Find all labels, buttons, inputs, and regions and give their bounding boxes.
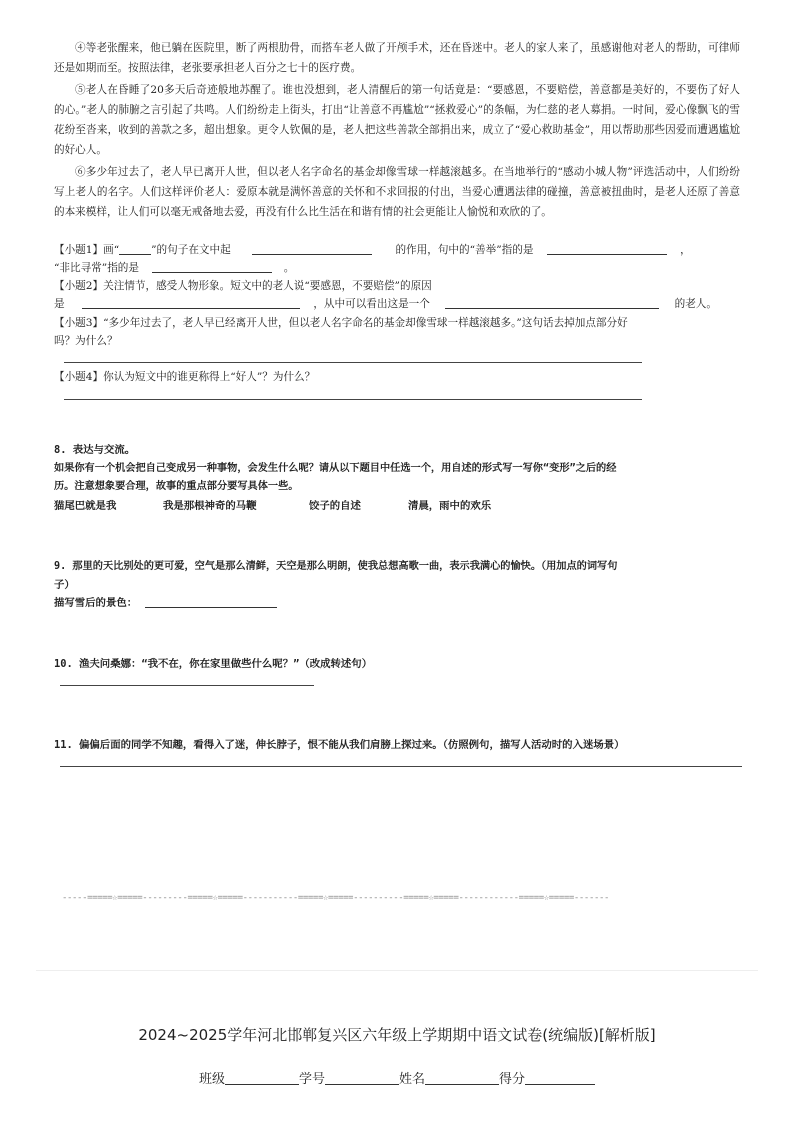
topic-option-3: 饺子的自述 [309, 500, 361, 512]
subquestion-3-line1: 【小题3】“多少年过去了，老人早已经离开人世，但以老人名字命名的基金却像雪球一样越滚越多。”这句话去掉加点部分好 [54, 317, 628, 329]
answer-blank[interactable] [119, 242, 151, 255]
topic-option-4: 清晨，雨中的欢乐 [408, 500, 492, 512]
answer-line[interactable] [64, 362, 642, 363]
answer-line[interactable] [60, 685, 314, 686]
subquestion-2-line1: 【小题2】关注情节，感受人物形象。短文中的老人说“要感恩，不要赔偿”的原因 [54, 280, 432, 292]
answer-blank[interactable] [547, 242, 667, 255]
name-field[interactable] [425, 1070, 499, 1085]
student-info-row: 班级 学号 姓名 得分 [0, 1068, 794, 1087]
passage-paragraph-5: ⑤老人在昏睡了20多天后奇迹般地苏醒了。谁也没想到，老人清醒后的第一句话竟是：“要感恩，不要赔偿，善意都是美好的，不要伤了好人的心。”老人的肺腑之言引起了共鸣。人们纷纷走上街头，打出“让善意不再尴尬”“拯救爱心”的条幅，为仁慈的老人募捐。一时间，爱心像飘飞的雪花纷至沓来，收到的善款之多，超出想象。更令人钦佩的是，老人把这些善款全部捐出来，成立了“爱心救助基金”，用以帮助那些因爱而遭遇尴尬的好心人。 [54, 84, 740, 156]
topic-option-1: 猫尾巴就是我 [54, 500, 117, 512]
question-9-line2: 子） [54, 579, 75, 591]
answer-blank[interactable] [145, 595, 277, 608]
subquestion-4: 【小题4】你认为短文中的谁更称得上“好人”？为什么？ [54, 371, 316, 383]
answer-blank[interactable] [445, 296, 659, 309]
subquestion-1-line2: “非比寻常”指的是 。 [54, 262, 295, 274]
topic-option-2: 我是那根神奇的马鞭 [163, 500, 257, 512]
subquestion-1-line1: 【小题1】画“ ”的句子在文中起 的作用，句中的“善举”指的是 ， [54, 244, 691, 256]
answer-line[interactable] [60, 766, 742, 767]
question-9-line3: 描写雪后的景色： [54, 594, 277, 612]
question-8-body-line1: 如果你有一个机会把自己变成另一种事物，会发生什么呢？请从以下题目中任选一个，用自述的形式写一写你“变形”之后的经 [54, 463, 617, 474]
answer-blank[interactable] [252, 242, 372, 255]
exam-title: 2024~2025学年河北邯郸复兴区六年级上学期期中语文试卷(统编版)[解析版] [138, 1026, 656, 1044]
passage-paragraph-6: ⑥多少年过去了，老人早已离开人世，但以老人名字命名的基金却像雪球一样越滚越多。在当地举行的“感动小城人物”评选活动中，人们纷纷写上老人的名字。人们这样评价老人：爱原本就是满怀善意的关怀和不求回报的付出，当爱心遭遇法律的碰撞，善意被扭曲时，是老人还原了善意的本来模样，让人们可以毫无戒备地去爱，再没有什么比生活在和谐有情的社会更能让人愉悦和欢欣的了。 [54, 166, 740, 218]
answer-blank[interactable] [82, 296, 300, 309]
question-8-body-line2: 历。注意想象要合理，故事的重点部分要写具体一些。 [54, 481, 299, 492]
subquestion-2-line2: 是 ，从中可以看出这是一个 的老人。 [54, 298, 717, 310]
subquestion-3-line2: 吗？为什么？ [54, 335, 118, 347]
student-id-field[interactable] [325, 1070, 399, 1085]
answer-blank[interactable] [152, 260, 272, 273]
question-11: 11. 偏偏后面的同学不知趣，看得入了迷，伸长脖子，恨不能从我们肩膀上探过来。（仿照例句，描写人活动时的入迷场景） [54, 739, 625, 751]
decorative-divider: -----=====☆=====---------=====☆=====-----------=====☆=====----------=====☆=====------------=====☆=====------- [62, 893, 610, 903]
question-10: 10. 渔夫问桑娜：“我不在，你在家里做些什么呢？”（改成转述句） [54, 658, 373, 670]
question-9-line1: 9. 那里的天比别处的更可爱，空气是那么清鲜，天空是那么明朗，使我总想高歌一曲，表示我满心的愉快。（用加点的词写句 [54, 561, 618, 572]
passage-paragraph-4: ④等老张醒来，他已躺在医院里，断了两根肋骨，而搭车老人做了开颅手术，还在昏迷中。老人的家人来了，虽感谢他对老人的帮助，可律师还是如期而至。按照法律，老张要承担老人百分之七十的医疗费。 [54, 42, 740, 74]
class-field[interactable] [225, 1070, 299, 1085]
score-field[interactable] [525, 1070, 595, 1085]
page-separator [36, 970, 758, 971]
answer-line[interactable] [64, 399, 642, 400]
question-8-title: 8. 表达与交流。 [54, 444, 136, 456]
